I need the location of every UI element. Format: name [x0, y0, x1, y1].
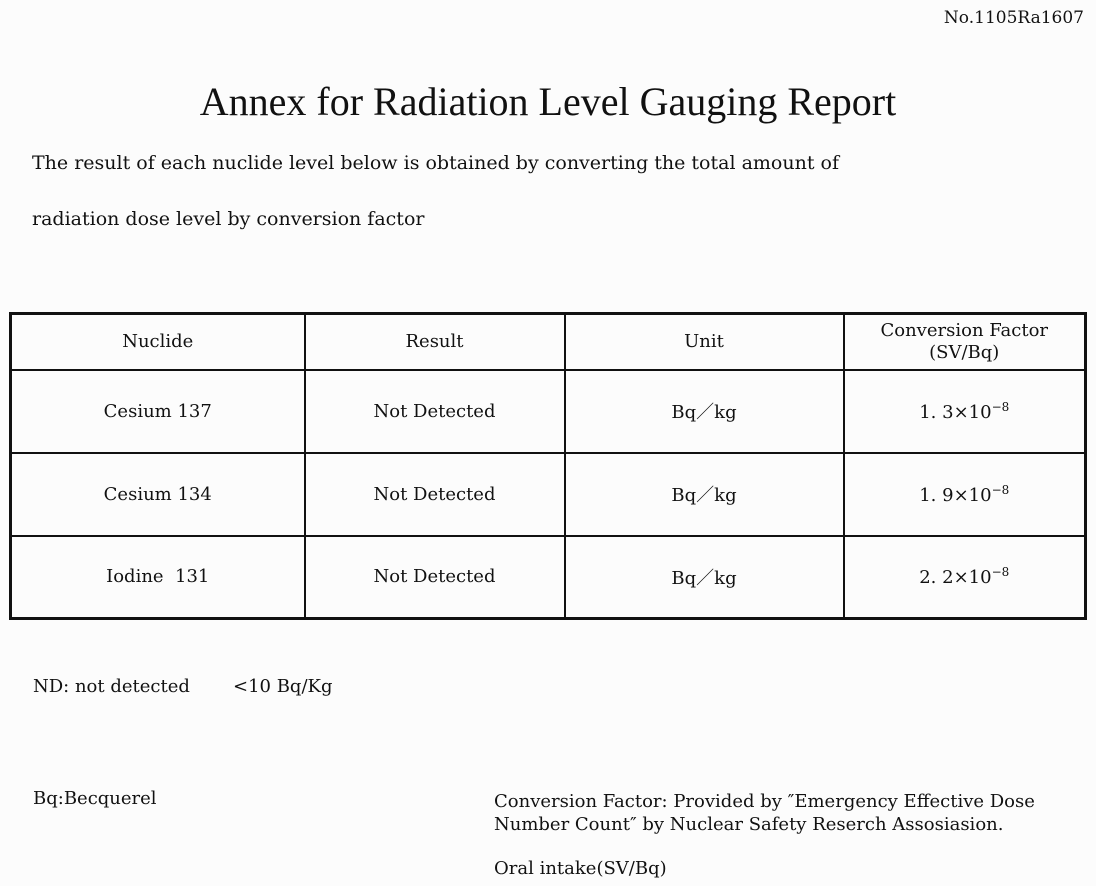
nuclide-cell: Cesium 137: [11, 370, 305, 453]
factor-exponent: −8: [991, 482, 1010, 497]
unit-cell: Bq／kg: [565, 370, 844, 453]
page-title: Annex for Radiation Level Gauging Report: [199, 79, 897, 124]
conversion-factor-cell: [844, 370, 1086, 453]
header-conversion-factor-line2: (SV/Bq): [929, 341, 1000, 363]
table-row: [11, 536, 1086, 619]
factor-exponent: −8: [991, 399, 1010, 414]
table-header-row: [11, 314, 1086, 370]
nuclide-results-table: [9, 312, 1087, 620]
result-cell: Not Detected: [305, 453, 565, 536]
conversion-factor-note-line2: Number Count″ by Nuclear Safety Reserch Assosiasion.: [494, 814, 1004, 835]
factor-mantissa: 1. 3×10: [919, 401, 992, 423]
document-number: No.1105Ra1607: [943, 8, 1084, 28]
header-unit: Unit: [565, 314, 844, 370]
nuclide-cell: Iodine 131: [11, 536, 305, 619]
header-conversion-factor-line1: Conversion Factor: [880, 319, 1049, 341]
table-row: [11, 453, 1086, 536]
table-row: [11, 370, 1086, 453]
header-nuclide: Nuclide: [11, 314, 305, 370]
intro-text-line-1: The result of each nuclide level below is obtained by converting the total amount of: [32, 152, 839, 174]
result-cell: Not Detected: [305, 370, 565, 453]
header-result: Result: [305, 314, 565, 370]
conversion-factor-cell: [844, 453, 1086, 536]
factor-mantissa: 2. 2×10: [919, 567, 992, 589]
nd-threshold-value: <10 Bq/Kg: [233, 676, 333, 697]
oral-intake-note: Oral intake(SV/Bq): [494, 858, 667, 879]
conversion-factor-note-line1: Conversion Factor: Provided by ″Emergency Effective Dose: [494, 791, 1035, 812]
unit-cell: Bq／kg: [565, 453, 844, 536]
becquerel-definition: Bq:Becquerel: [33, 788, 157, 809]
header-conversion-factor: [844, 314, 1086, 370]
nd-definition-label: ND: not detected: [33, 676, 190, 697]
nuclide-cell: Cesium 134: [11, 453, 305, 536]
intro-text-line-2: radiation dose level by conversion factor: [32, 208, 425, 230]
conversion-factor-source-note: [494, 790, 1084, 836]
factor-exponent: −8: [991, 565, 1010, 580]
conversion-factor-cell: [844, 536, 1086, 619]
result-cell: Not Detected: [305, 536, 565, 619]
unit-cell: Bq／kg: [565, 536, 844, 619]
factor-mantissa: 1. 9×10: [919, 484, 992, 506]
